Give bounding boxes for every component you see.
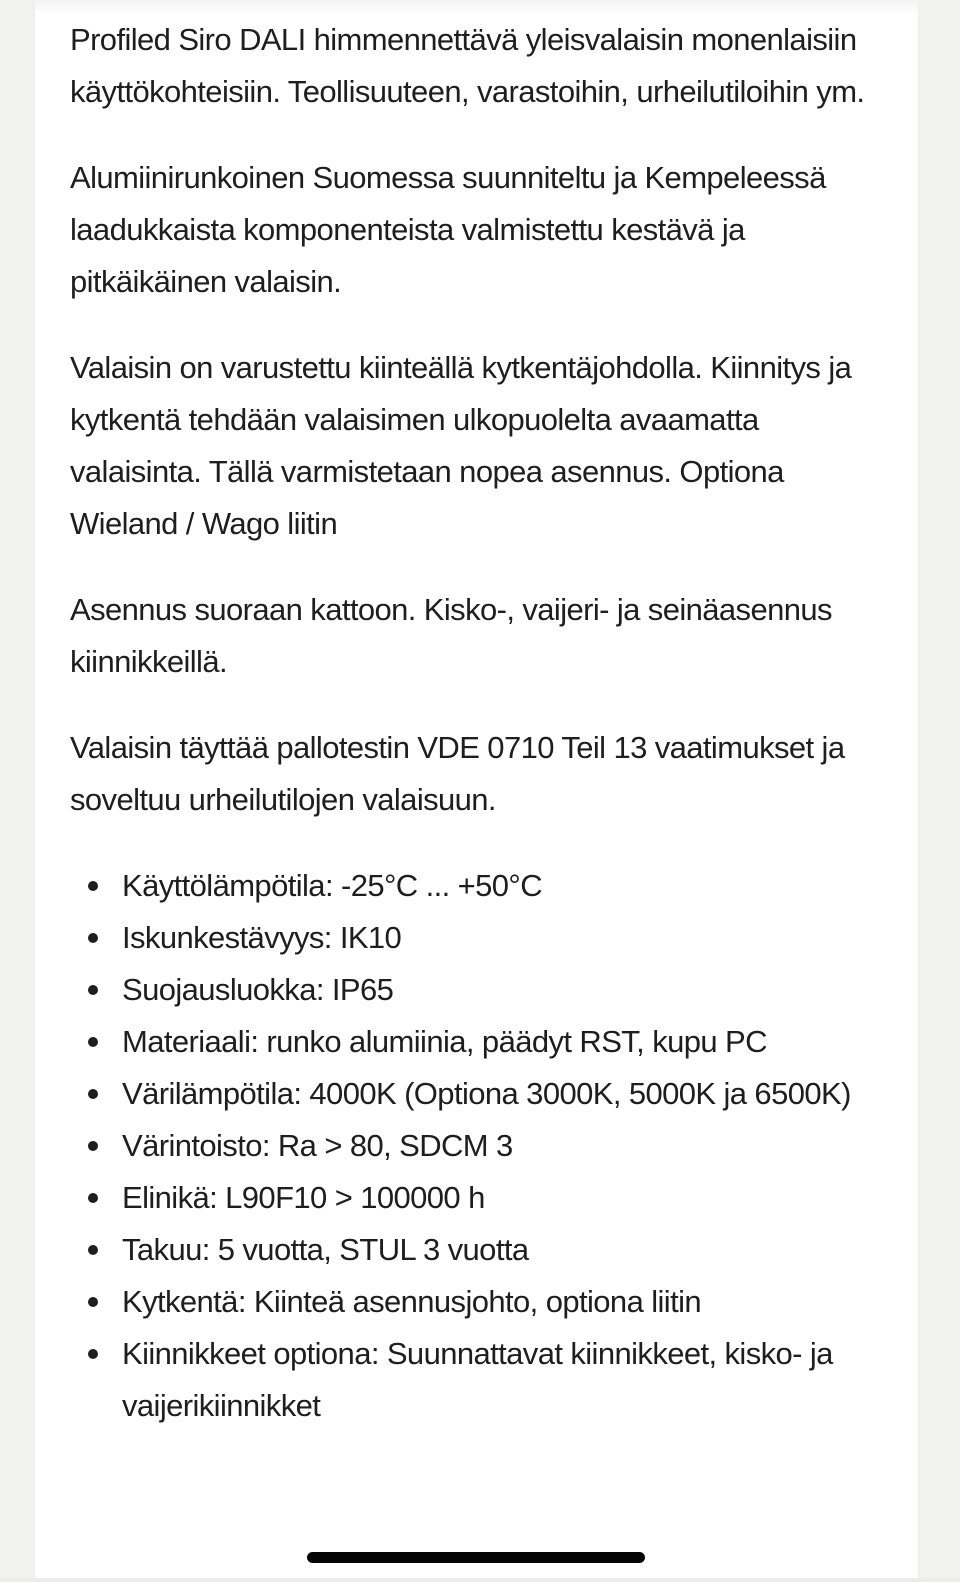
spec-connection: Kytkentä: Kiinteä asennusjohto, optiona liitin — [122, 1284, 702, 1319]
spec-item — [122, 912, 890, 964]
spec-impact-resistance: Iskunkestävyys: IK10 — [122, 920, 402, 955]
description-paragraph-wiring: Valaisin on varustettu kiinteällä kytkentäjohdolla. Kiinnitys ja kytkentä tehdään valaisimen ulkopuolelta avaamatta valaisinta. Tällä varmistetaan nopea asennus. Optiona Wieland / Wago liitin — [70, 350, 852, 541]
description-paragraph-mounting: Asennus suoraan kattoon. Kisko-, vaijeri- ja seinäasennus kiinnikkeillä. — [70, 592, 832, 679]
description-paragraph-ball-test: Valaisin täyttää pallotestin VDE 0710 Teil 13 vaatimukset ja soveltuu urheilutilojen valaisuun. — [70, 730, 845, 817]
spec-color-temperature: Värilämpötila: 4000K (Optiona 3000K, 5000K ja 6500K) — [122, 1076, 851, 1111]
description-paragraph-intro: Profiled Siro DALI himmennettävä yleisvalaisin monenlaisiin käyttökohteisiin. Teollisuuteen, varastoihin, urheilutiloihin ym. — [70, 22, 865, 109]
spec-brackets: Kiinnikkeet optiona: Suunnattavat kiinnikkeet, kisko- ja vaijerikiinnikket — [122, 1336, 833, 1423]
spec-material: Materiaali: runko alumiinia, päädyt RST, kupu PC — [122, 1024, 767, 1059]
bullet-icon — [88, 881, 98, 891]
home-indicator-bar[interactable] — [307, 1552, 645, 1563]
spec-item — [122, 1016, 890, 1068]
bullet-icon — [88, 933, 98, 943]
bullet-icon — [88, 1193, 98, 1203]
spec-warranty: Takuu: 5 vuotta, STUL 3 vuotta — [122, 1232, 529, 1267]
bullet-icon — [88, 1245, 98, 1255]
spec-item — [122, 1120, 890, 1172]
spec-protection-class: Suojausluokka: IP65 — [122, 972, 394, 1007]
spec-color-rendering: Värintoisto: Ra > 80, SDCM 3 — [122, 1128, 513, 1163]
spec-item — [122, 1068, 890, 1120]
spec-operating-temperature: Käyttölämpötila: -25°C ... +50°C — [122, 868, 542, 903]
spec-item — [122, 1328, 890, 1432]
spec-lifetime: Elinikä: L90F10 > 100000 h — [122, 1180, 485, 1215]
bullet-icon — [88, 1141, 98, 1151]
description-paragraph-construction: Alumiinirunkoinen Suomessa suunniteltu ja Kempeleessä laadukkaista komponenteista valmistettu kestävä ja pitkäikäinen valaisin. — [70, 160, 826, 299]
spec-list — [70, 860, 890, 1432]
spec-item — [122, 1224, 890, 1276]
product-description — [70, 14, 890, 1432]
bottom-edge — [0, 1578, 960, 1582]
spec-item — [122, 964, 890, 1016]
bullet-icon — [88, 1089, 98, 1099]
bullet-icon — [88, 1037, 98, 1047]
bullet-icon — [88, 985, 98, 995]
spec-item — [122, 1172, 890, 1224]
spec-item — [122, 1276, 890, 1328]
spec-item — [122, 860, 890, 912]
bullet-icon — [88, 1297, 98, 1307]
top-edge-shadow — [35, 0, 918, 14]
bullet-icon — [88, 1349, 98, 1359]
